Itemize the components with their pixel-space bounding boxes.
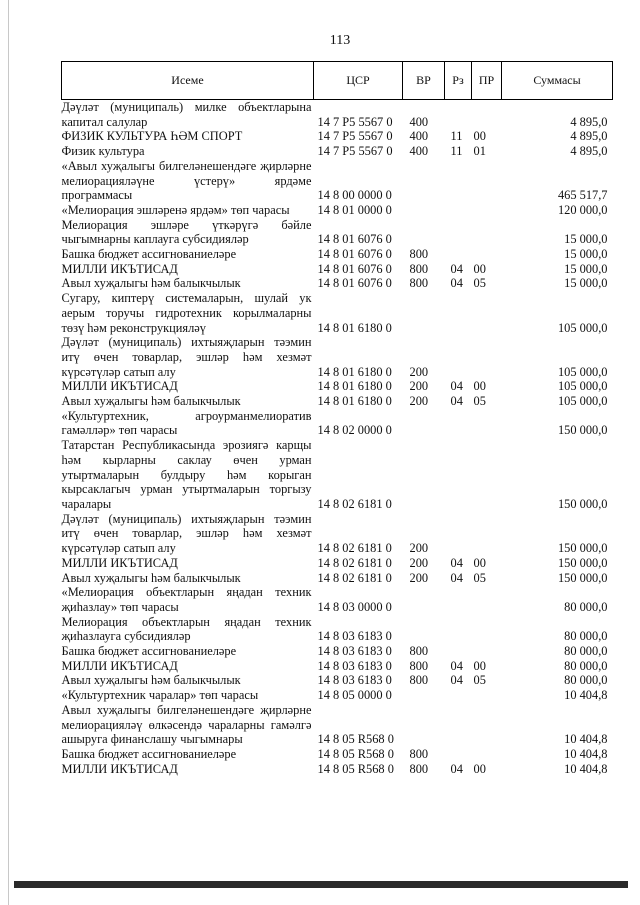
cell-amount: 10 404,8 [564,746,608,761]
cell-csr: 14 7 P5 5567 0 [317,114,393,129]
cell-pr: 05 [473,276,486,291]
cell-name: Авыл хуҗалыгы билгеләнешендәге җирләрне мелиорацияләү өлкәсендә чараларны гамәлгә ашыруга финанслашу чыгымнары [61,702,312,747]
cell-pr [472,644,502,659]
cell-csr: 14 8 01 6180 0 [317,379,392,394]
cell-amount: 10 404,8 [564,732,608,747]
cell-vr: 800 [409,658,429,673]
cell-amount: 15 000,0 [564,261,608,276]
cell-name: Башка бюджет ассигнованиеләре [61,247,237,262]
cell-csr: 14 8 01 6076 0 [317,276,392,291]
cell-vr: 200 [409,379,429,394]
cell-vr: 800 [409,247,429,262]
cell-csr: 14 8 03 6183 0 [317,629,392,644]
cell-vr: 800 [409,673,429,688]
cell-pr: 00 [473,379,486,394]
header-row [62,62,613,100]
cell-name: Физик культура [61,144,145,159]
cell-csr: 14 8 01 6076 0 [317,247,392,262]
cell-name: «Мелиорация объектларын яңадан техник җиһазлау» төп чарасы [61,585,312,614]
table-row [62,144,613,159]
cell-pr: 01 [473,144,486,159]
cell-rz: 04 [450,761,463,776]
cell-rz: 11 [450,144,463,159]
cell-rz [445,644,472,659]
cell-rz [445,247,472,262]
cell-vr: 400 [409,114,429,129]
cell-vr: 200 [409,555,429,570]
cell-csr: 14 8 05 R568 0 [317,746,394,761]
cell-pr: 00 [473,761,486,776]
cell-vr: 200 [409,394,429,409]
cell-rz: 04 [450,673,463,688]
table-row [62,615,613,644]
cell-pr: 00 [473,129,486,144]
cell-name: Авыл хуҗалыгы һәм балыкчылык [61,276,241,291]
cell-csr: 14 8 03 0000 0 [317,599,392,614]
cell-vr: 800 [409,276,429,291]
cell-rz [445,218,472,247]
cell-pr: 05 [473,673,486,688]
cell-name: МИЛЛИ ИКЪТИСАД [61,658,178,673]
table-row [62,585,613,614]
table-row [62,262,613,277]
cell-name: Авыл хуҗалыгы һәм балыкчылык [61,570,241,585]
cell-amount: 105 000,0 [557,379,608,394]
cell-amount: 15 000,0 [564,247,608,262]
cell-name: МИЛЛИ ИКЪТИСАД [61,555,178,570]
cell-csr: 14 8 00 0000 0 [317,188,392,203]
cell-pr [472,585,502,614]
cell-vr: 800 [409,261,429,276]
cell-name: «Авыл хуҗалыгы билгеләнешендәге җирләрне мелиорацияләүне үстерү» ярдәме программасы [61,158,312,203]
cell-amount: 10 404,8 [564,688,608,703]
cell-pr [472,159,502,203]
cell-csr: 14 7 P5 5567 0 [317,144,393,159]
cell-rz [445,512,472,556]
cell-amount: 4 895,0 [570,114,608,129]
cell-rz [445,703,472,747]
cell-csr: 14 7 P5 5567 0 [317,129,393,144]
cell-name: Башка бюджет ассигнованиеләре [61,746,237,761]
cell-pr [472,747,502,762]
cell-vr: 400 [409,144,429,159]
table-row [62,673,613,688]
table-row [62,159,613,203]
table-row [62,556,613,571]
cell-name: МИЛЛИ ИКЪТИСАД [61,379,178,394]
cell-pr: 00 [473,658,486,673]
cell-csr: 14 8 02 6181 0 [317,496,392,511]
table-row [62,762,613,777]
cell-amount: 150 000,0 [557,555,608,570]
cell-csr: 14 8 02 0000 0 [317,423,392,438]
cell-rz [445,203,472,218]
table-row [62,644,613,659]
cell-vr [403,218,445,247]
cell-name: Авыл хуҗалыгы һәм балыкчылык [61,673,241,688]
column-header-rz: Рз [445,62,472,100]
cell-amount: 80 000,0 [564,658,608,673]
cell-rz [445,747,472,762]
cell-pr [472,688,502,703]
cell-pr [472,247,502,262]
table-row [62,688,613,703]
cell-vr [403,585,445,614]
cell-name: «Культуртехник чаралар» төп чарасы [61,688,259,703]
cell-vr [403,438,445,512]
cell-rz [445,438,472,512]
scan-edge-left [8,0,9,905]
column-header-pr: ПР [472,62,502,100]
cell-csr: 14 8 01 6180 0 [317,364,392,379]
cell-name: МИЛЛИ ИКЪТИСАД [61,261,178,276]
table-row [62,276,613,291]
cell-pr: 05 [473,570,486,585]
column-header-vr: ВР [403,62,445,100]
cell-vr [403,703,445,747]
cell-vr: 200 [409,364,429,379]
cell-rz [445,409,472,438]
cell-rz [445,615,472,644]
table-row [62,659,613,674]
table-row [62,394,613,409]
table-header [62,62,613,100]
cell-vr [403,291,445,335]
cell-amount: 4 895,0 [570,129,608,144]
cell-rz [445,335,472,379]
table-row [62,703,613,747]
cell-pr: 05 [473,394,486,409]
cell-pr [472,512,502,556]
cell-rz [445,100,472,130]
table-row [62,571,613,586]
cell-pr [472,218,502,247]
cell-name: ФИЗИК КУЛЬТУРА ҺӘМ СПОРТ [61,129,243,144]
cell-csr: 14 8 05 0000 0 [317,688,392,703]
cell-rz: 04 [450,658,463,673]
table-row [62,100,613,130]
cell-name: Башка бюджет ассигнованиеләре [61,644,237,659]
cell-pr [472,438,502,512]
cell-vr: 200 [409,570,429,585]
cell-name: Дәүләт (муниципаль) милке объектларына капитал салулар [61,100,312,129]
cell-amount: 80 000,0 [564,644,608,659]
cell-name: Авыл хуҗалыгы һәм балыкчылык [61,394,241,409]
table-row [62,409,613,438]
cell-vr: 200 [409,541,429,556]
cell-csr: 14 8 03 6183 0 [317,644,392,659]
cell-name: Дәүләт (муниципаль) ихтыяҗларын тәэмин итү өчен товарлар, эшләр һәм хезмәт күрсәтүләр сатып алу [61,511,312,556]
table-row [62,203,613,218]
cell-name: МИЛЛИ ИКЪТИСАД [61,761,178,776]
cell-amount: 15 000,0 [564,232,608,247]
column-header-amount: Суммасы [502,62,613,100]
table-row [62,247,613,262]
cell-rz [445,159,472,203]
cell-pr [472,335,502,379]
cell-vr [403,688,445,703]
cell-name: Мелиорация эшләре үткәрүгә бәйле чыгымнарны каплауга субсидияләр [61,217,312,247]
cell-csr: 14 8 03 6183 0 [317,673,392,688]
cell-amount: 465 517,7 [557,188,608,203]
cell-rz: 04 [450,555,463,570]
cell-amount: 80 000,0 [564,599,608,614]
cell-amount: 150 000,0 [557,541,608,556]
cell-vr [403,203,445,218]
table-row [62,291,613,335]
cell-csr: 14 8 01 0000 0 [317,202,392,217]
cell-rz: 04 [450,394,463,409]
table-row [62,747,613,762]
cell-csr: 14 8 03 6183 0 [317,658,392,673]
cell-amount: 150 000,0 [557,496,608,511]
cell-pr: 00 [473,555,486,570]
cell-csr: 14 8 01 6180 0 [317,394,392,409]
table-row [62,512,613,556]
cell-amount: 10 404,8 [564,761,608,776]
cell-name: «Культуртехник, агроурманмелиоратив гамәлләр» төп чарасы [61,408,312,438]
table-row [62,335,613,379]
cell-vr: 400 [409,129,429,144]
cell-csr: 14 8 05 R568 0 [317,761,394,776]
cell-rz: 04 [450,276,463,291]
cell-pr [472,203,502,218]
cell-amount: 80 000,0 [564,673,608,688]
cell-vr [403,159,445,203]
cell-rz: 04 [450,570,463,585]
cell-vr: 800 [409,746,429,761]
cell-csr: 14 8 02 6181 0 [317,570,392,585]
cell-vr [403,409,445,438]
cell-csr: 14 8 01 6076 0 [317,261,392,276]
cell-pr: 00 [473,261,486,276]
cell-name: «Мелиорация эшләренә ярдәм» төп чарасы [61,202,290,217]
cell-rz: 04 [450,261,463,276]
table-row [62,438,613,512]
table-row [62,129,613,144]
budget-table [61,61,613,776]
cell-name: Дәүләт (муниципаль) ихтыяҗларын тәэмин итү өчен товарлар, эшләр һәм хезмәт күрсәтүләр сатып алу [61,335,312,379]
page-number: 113 [329,33,351,48]
cell-amount: 105 000,0 [557,364,608,379]
cell-amount: 105 000,0 [557,394,608,409]
cell-rz: 11 [450,129,463,144]
cell-vr: 800 [409,761,429,776]
cell-csr: 14 8 01 6180 0 [317,320,392,335]
table-row [62,379,613,394]
cell-amount: 4 895,0 [570,144,608,159]
cell-pr [472,615,502,644]
cell-pr [472,703,502,747]
cell-amount: 15 000,0 [564,276,608,291]
column-header-csr: ЦСР [314,62,403,100]
cell-name: Сугару, киптерү системаларын, шулай ук аерым торучы гидротехник корылмаларны төзү һәм реконструкцияләү [61,291,312,335]
cell-csr: 14 8 01 6076 0 [317,232,392,247]
cell-rz [445,688,472,703]
table-row [62,218,613,247]
cell-csr: 14 8 02 6181 0 [317,541,392,556]
cell-amount: 105 000,0 [557,320,608,335]
cell-rz [445,585,472,614]
cell-name: Мелиорация объектларын яңадан техник җиһазлауга субсидияләр [61,614,312,644]
cell-pr [472,100,502,130]
column-header-name: Исеме [62,62,314,100]
table-body [62,100,613,777]
cell-rz [445,291,472,335]
cell-rz: 04 [450,379,463,394]
cell-pr [472,291,502,335]
scan-edge-bottom [14,881,628,888]
cell-amount: 150 000,0 [557,423,608,438]
cell-pr [472,409,502,438]
cell-amount: 150 000,0 [557,570,608,585]
cell-vr: 800 [409,644,429,659]
cell-amount: 120 000,0 [557,202,608,217]
cell-csr: 14 8 05 R568 0 [317,732,394,747]
cell-csr: 14 8 02 6181 0 [317,555,392,570]
cell-vr [403,615,445,644]
cell-name: Татарстан Республикасында эрозиягә карщы һәм кырларны саклау өчен урман утыртмаларын булдыру һәм корыган кырсаклагыч урман утыртмаларын торгызу чаралары [61,438,312,511]
cell-amount: 80 000,0 [564,629,608,644]
